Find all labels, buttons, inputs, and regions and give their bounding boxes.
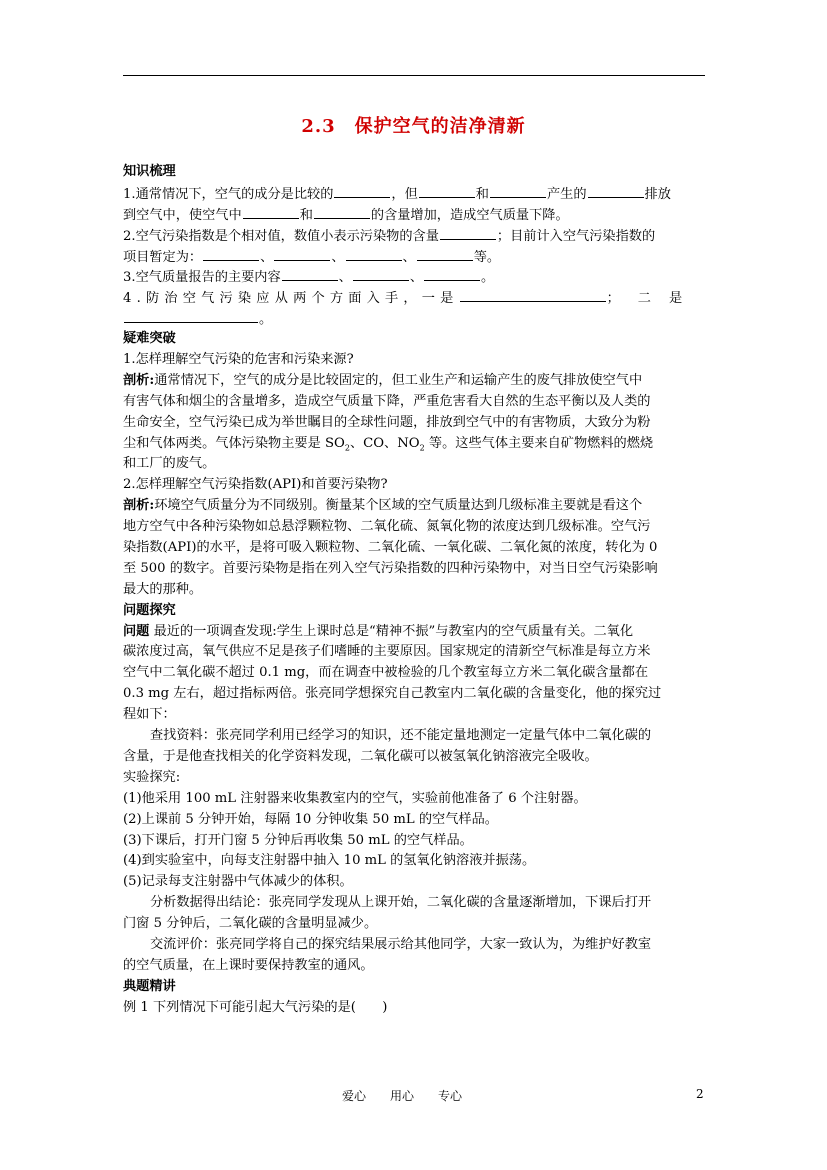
analysis-1-line-2: 有害气体和烟尘的含量增多，造成空气质量下降，严重危害看大自然的生态平衡以及人类的 xyxy=(123,393,651,409)
answer-blank[interactable] xyxy=(353,266,409,281)
text: 1.通常情况下，空气的成分是比较的 xyxy=(123,186,334,202)
page-number: 2 xyxy=(696,1087,704,1101)
inquiry-line-9: 分析数据得出结论：张亮同学发现从上课开始，二氧化碳的含量逐渐增加，下课后打开 xyxy=(150,895,652,911)
text: 、 xyxy=(331,249,345,265)
inquiry-line-1 xyxy=(123,622,709,643)
question-4-line-1 xyxy=(123,287,709,308)
answer-blank[interactable] xyxy=(274,246,330,261)
inquiry-line-2: 碳浓度过高，氧气供应不足是孩子们嗜睡的主要原因。国家规定的清新空气标准是每立方米 xyxy=(123,644,651,660)
answer-blank[interactable] xyxy=(419,183,475,198)
text: 等。 xyxy=(473,249,501,265)
section-heading-knowledge: 知识梳理 xyxy=(123,164,176,179)
section-heading-examples: 典题精讲 xyxy=(123,978,176,994)
text: 的含量增加，造成空气质量下降。 xyxy=(370,207,569,223)
analysis-1-line-5: 和工厂的废气。 xyxy=(123,456,216,472)
analysis-1-line-1 xyxy=(123,371,709,392)
inquiry-line-3: 空气中二氧化碳不超过 0.1 mg，而在调查中被检验的几个教室每立方米二氧化碳含量都在 xyxy=(123,665,649,681)
inquiry-line-4: 0.3 mg 左右，超过指标两倍。张亮同学想探究自己教室内二氧化碳的含量变化，他的探究过 xyxy=(123,686,662,702)
difficulty-1-question: 1.怎样理解空气污染的危害和污染来源? xyxy=(123,352,354,368)
text: 通常情况下，空气的成分是比较固定的，但工业生产和运输产生的废气排放使空气中 xyxy=(154,372,643,388)
experiment-step-2: (2)上课前 5 分钟开始，每隔 10 分钟收集 50 mL 的空气样品。 xyxy=(123,811,498,827)
subscript: 2 xyxy=(419,443,425,453)
text: 产生的 xyxy=(546,186,587,202)
inquiry-line-12: 的空气质量，在上课时要保持教室的通风。 xyxy=(123,957,374,973)
analysis-label: 剖析: xyxy=(123,372,155,388)
text: 4.防治空气污染应从两个方面入手，一是 xyxy=(123,291,459,307)
text: 、 xyxy=(409,270,424,286)
problem-label: 问题 xyxy=(123,623,150,639)
answer-blank[interactable] xyxy=(282,266,338,281)
inquiry-line-8: 实验探究: xyxy=(123,769,181,785)
question-2-line-2 xyxy=(123,246,709,267)
answer-blank[interactable] xyxy=(417,246,473,261)
text: 尘和气体两类。气体污染物主要是 SO xyxy=(123,435,345,451)
text: 、 xyxy=(260,249,274,265)
analysis-label: 剖析: xyxy=(123,498,155,514)
document-body xyxy=(123,162,709,1019)
answer-blank[interactable] xyxy=(460,287,606,302)
analysis-2-line-4: 至 500 的数字。首要污染物是指在列入空气污染指数的四种污染物中，对当日空气污染影响 xyxy=(123,560,658,576)
experiment-step-5: (5)记录每支注射器中气体减少的体积。 xyxy=(123,874,353,890)
text: 和 xyxy=(475,186,489,202)
section-heading-difficulty: 疑难突破 xyxy=(123,331,176,347)
difficulty-2-question: 2.怎样理解空气污染指数(API)和首要污染物? xyxy=(123,477,388,493)
experiment-step-1: (1)他采用 100 mL 注射器来收集教室内的空气，实验前他准备了 6 个注射器。 xyxy=(123,790,587,806)
example-1: 例 1 下列情况下可能引起大气污染的是( ) xyxy=(123,999,388,1015)
text: ；二是 xyxy=(606,291,701,307)
answer-blank[interactable] xyxy=(314,204,370,219)
text: 到空气中，使空气中 xyxy=(123,207,242,223)
analysis-2-line-1 xyxy=(123,496,709,517)
answer-blank[interactable] xyxy=(588,183,644,198)
text: 2.空气污染指数是个相对值，数值小表示污染物的含量 xyxy=(123,228,439,244)
text: ，但 xyxy=(391,186,418,202)
answer-blank[interactable] xyxy=(440,225,496,240)
inquiry-line-11: 交流评价：张亮同学将自己的探究结果展示给其他同学，大家一致认为，为维护好教室 xyxy=(150,936,652,952)
text: 、CO、NO xyxy=(349,435,420,451)
analysis-2-line-3: 染指数(API)的水平，是将可吸入颗粒物、二氧化硫、一氧化碳、二氧化氮的浓度，转化为 0 xyxy=(123,540,658,556)
text: 3.空气质量报告的主要内容 xyxy=(123,270,281,286)
answer-blank[interactable] xyxy=(334,183,390,198)
text: 。 xyxy=(481,270,495,286)
subscript: 2 xyxy=(344,443,350,453)
text: 项目暂定为： xyxy=(123,249,203,265)
analysis-2-line-2: 地方空气中各种污染物如总悬浮颗粒物、二氧化硫、氮氧化物的浓度达到几级标准。空气污 xyxy=(123,519,651,535)
answer-blank[interactable] xyxy=(490,183,546,198)
text: 最近的一项调查发现:学生上课时总是“精神不振”与教室内的空气质量有关。二氧化 xyxy=(149,623,634,639)
text: 等。这些气体主要来自矿物燃料的燃烧 xyxy=(424,435,654,451)
text: ；目前计入空气污染指数的 xyxy=(496,228,656,244)
answer-blank[interactable] xyxy=(346,246,402,261)
inquiry-line-10: 门窗 5 分钟后，二氧化碳的含量明显减少。 xyxy=(123,916,378,932)
analysis-2-line-5: 最大的那种。 xyxy=(123,581,203,597)
text: 、 xyxy=(402,249,416,265)
answer-blank[interactable] xyxy=(124,308,258,323)
text: 和 xyxy=(299,207,313,223)
analysis-1-line-3: 生命安全，空气污染已成为举世瞩目的全球性问题，排放到空气中的有害物质，大致分为粉 xyxy=(123,414,651,430)
section-heading-inquiry: 问题探究 xyxy=(123,602,176,618)
experiment-step-4: (4)到实验室中，向每支注射器中抽入 10 mL 的氢氧化钠溶液并振荡。 xyxy=(123,853,536,869)
footer-motto: 爱心 用心 专心 xyxy=(342,1089,463,1103)
text: 排放 xyxy=(644,186,671,202)
inquiry-line-6: 查找资料：张亮同学利用已经学习的知识，还不能定量地测定一定量气体中二氧化碳的 xyxy=(150,728,652,744)
question-1-line-1 xyxy=(123,183,709,204)
inquiry-line-5: 程如下： xyxy=(123,707,176,723)
page-title: 2.3 保护空气的洁净清新 xyxy=(301,116,526,137)
answer-blank[interactable] xyxy=(203,246,259,261)
question-1-line-2 xyxy=(123,204,709,225)
answer-blank[interactable] xyxy=(243,204,299,219)
answer-blank[interactable] xyxy=(424,266,480,281)
analysis-1-line-4 xyxy=(123,434,709,455)
inquiry-line-7: 含量，于是他查找相关的化学资料发现，二氧化碳可以被氢氧化钠溶液完全吸收。 xyxy=(123,748,598,764)
question-3 xyxy=(123,266,709,287)
header-rule xyxy=(123,75,705,76)
text: 、 xyxy=(338,270,352,286)
text: 环境空气质量分为不同级别。衡量某个区域的空气质量达到几级标准主要就是看这个 xyxy=(154,498,643,514)
experiment-step-3: (3)下课后，打开门窗 5 分钟后再收集 50 mL 的空气样品。 xyxy=(123,832,473,848)
text: 。 xyxy=(259,312,273,328)
question-2-line-1 xyxy=(123,225,709,246)
question-4-line-2 xyxy=(123,308,709,329)
